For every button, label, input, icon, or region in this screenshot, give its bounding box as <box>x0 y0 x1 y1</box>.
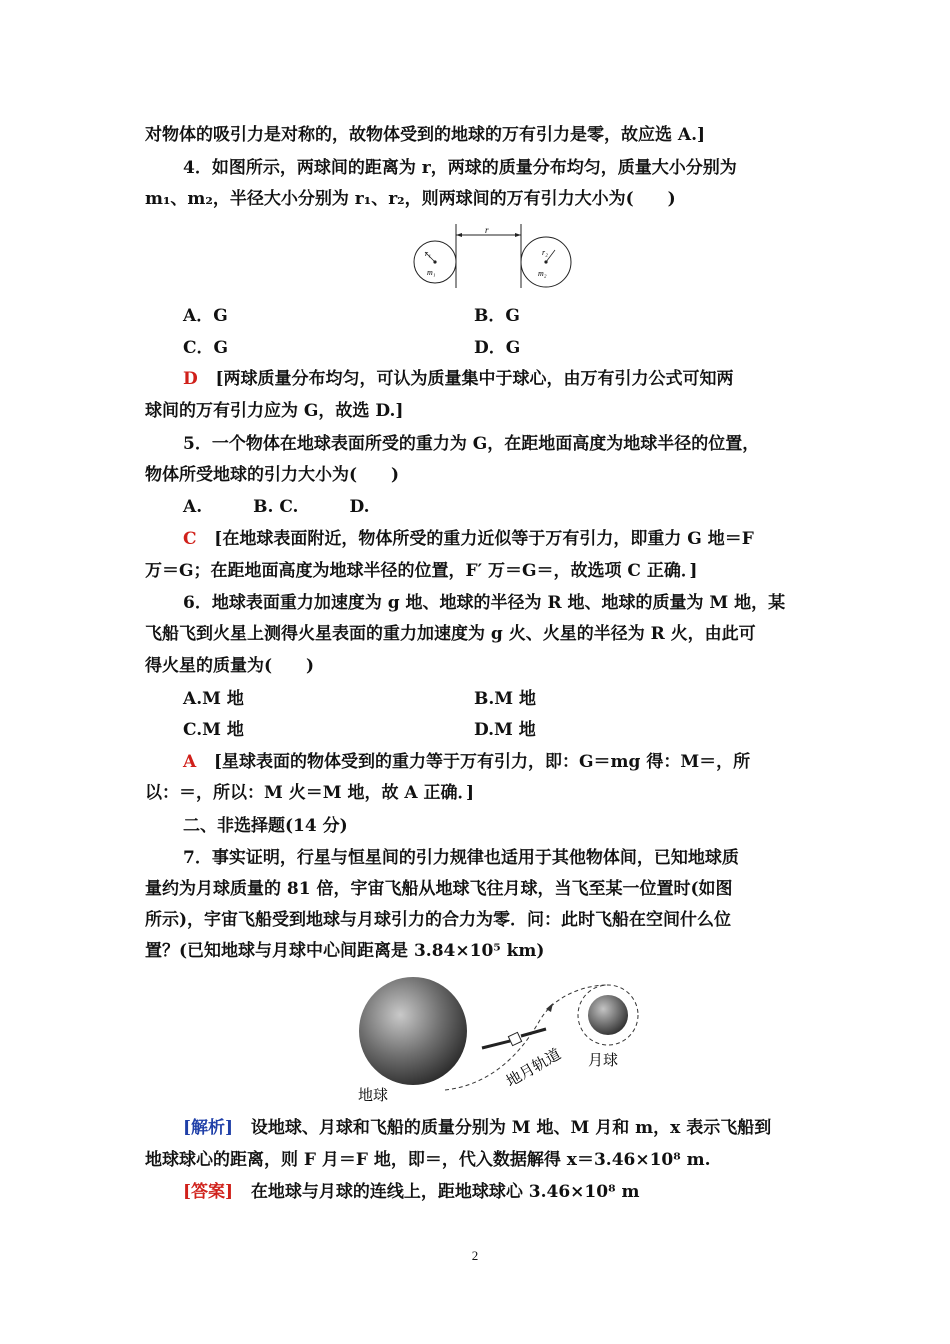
text-line: 置？(已知地球与月球中心间距离是 3.84×10⁵ km) <box>145 941 545 961</box>
option-d: D．G <box>474 338 521 358</box>
option-b: B.M 地 <box>474 689 537 709</box>
answer-letter: A <box>183 752 197 772</box>
text-line: 万＝G；在距地面高度为地球半径的位置，F′ 万＝G＝，故选项 C 正确．] <box>145 561 698 581</box>
radius-2-label: r₂ <box>542 248 548 257</box>
distance-label: r <box>485 225 489 235</box>
answer <box>183 1181 639 1203</box>
answer-letter: C <box>183 529 197 549</box>
text-line: 对物体的吸引力是对称的，故物体受到的地球的万有引力是零，故应选 A.] <box>145 125 706 145</box>
analysis-tag: [解析] <box>183 1118 234 1138</box>
text-line: 得火星的质量为( ) <box>145 656 315 676</box>
question-6: 6．地球表面重力加速度为 g 地、地球的半径为 R 地、地球的质量为 M 地，某 <box>183 593 786 613</box>
options-5: A. B. C. D. <box>183 497 370 517</box>
option-a: A.M 地 <box>183 689 244 709</box>
option-c: C．G <box>183 338 229 358</box>
analysis <box>183 1117 771 1139</box>
page-number: 2 <box>471 1248 479 1263</box>
option-d: D.M 地 <box>474 720 536 740</box>
two-spheres-figure <box>405 222 575 290</box>
option-b: B．G <box>474 306 520 326</box>
analysis-text: 设地球、月球和飞船的质量分别为 M 地、M 月和 m，x 表示飞船到 <box>250 1118 772 1138</box>
earth-sphere <box>359 977 467 1085</box>
orbit-label: 地月轨道 <box>503 1044 564 1091</box>
earth-label: 地球 <box>358 1086 389 1104</box>
explanation-4 <box>183 368 734 390</box>
text-line: 所示)，宇宙飞船受到地球与月球引力的合力为零．问：此时飞船在空间什么位 <box>145 910 732 930</box>
answer-tag: [答案] <box>183 1182 234 1202</box>
moon-label: 月球 <box>588 1051 619 1069</box>
moon-sphere <box>588 995 628 1035</box>
text-line: m₁、m₂，半径大小分别为 r₁、r₂，则两球间的万有引力大小为( ) <box>145 189 676 209</box>
text-line: 地球球心的距离，则 F 月＝F 地，即＝，代入数据解得 x＝3.46×10⁸ m. <box>145 1150 711 1170</box>
explanation-5 <box>183 528 754 550</box>
text-line: 飞船飞到火星上测得火星表面的重力加速度为 g 火、火星的半径为 R 火，由此可 <box>145 624 756 644</box>
option-c: C.M 地 <box>183 720 244 740</box>
earth-moon-figure <box>350 975 650 1107</box>
option-a: A．G <box>183 306 228 326</box>
text-line: 物体所受地球的引力大小为( ) <box>145 465 400 485</box>
text-line: 球间的万有引力应为 G，故选 D.] <box>145 401 404 421</box>
answer-text: 在地球与月球的连线上，距地球球心 3.46×10⁸ m <box>250 1182 640 1202</box>
explanation-text: [在地球表面附近，物体所受的重力近似等于万有引力，即重力 G 地＝F <box>214 529 754 549</box>
mass-1-label: m₁ <box>427 268 436 277</box>
explanation-text: [两球质量分布均匀，可认为质量集中于球心，由万有引力公式可知两 <box>215 369 734 389</box>
spacecraft-icon <box>482 1029 546 1048</box>
question-5: 5．一个物体在地球表面所受的重力为 G，在距地面高度为地球半径的位置， <box>183 434 760 454</box>
text-line: 量约为月球质量的 81 倍，宇宙飞船从地球飞往月球，当飞至某一位置时(如图 <box>145 879 733 899</box>
answer-letter: D <box>183 369 198 389</box>
explanation-text: [星球表面的物体受到的重力等于万有引力，即：G＝mg 得：M＝，所 <box>213 752 751 772</box>
question-4: 4．如图所示，两球间的距离为 r，两球的质量分布均匀，质量大小分别为 <box>183 158 737 178</box>
mass-2-label: m₂ <box>538 269 547 278</box>
section-heading: 二、非选择题(14 分) <box>183 816 348 836</box>
radius-1-label: r₁ <box>425 249 431 258</box>
question-7: 7．事实证明，行星与恒星间的引力规律也适用于其他物体间，已知地球质 <box>183 848 739 868</box>
text-line: 以：＝，所以：M 火＝M 地，故 A 正确．] <box>145 783 475 803</box>
explanation-6 <box>183 751 750 773</box>
